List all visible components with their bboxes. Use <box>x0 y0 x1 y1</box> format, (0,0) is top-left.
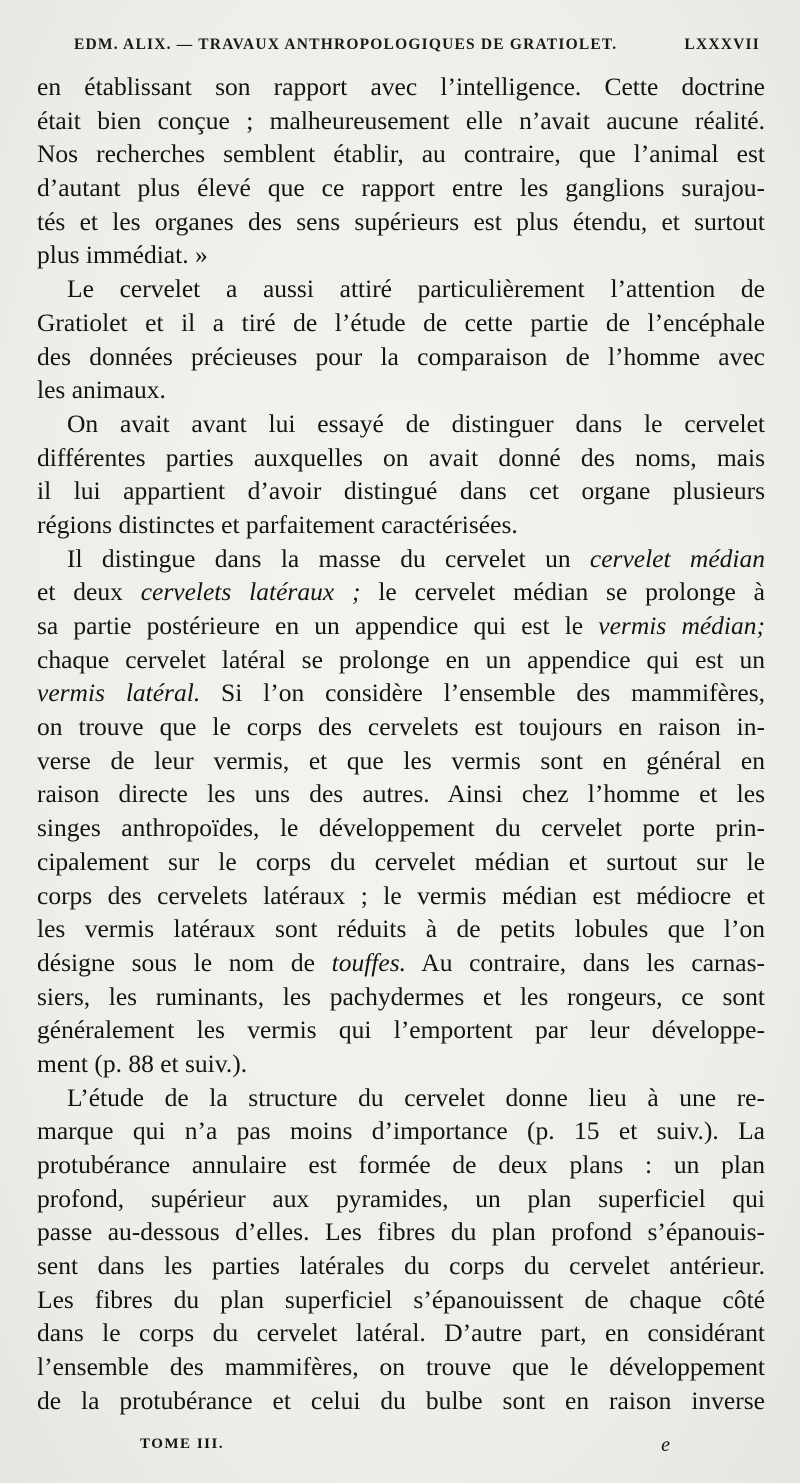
text-run: Il distingue dans la masse du cervelet un <box>67 543 590 573</box>
text-line: protubérance annulaire est formée de deux plans : un plan <box>37 1150 765 1179</box>
page-footer <box>140 1434 670 1456</box>
page-number: LXXXVII <box>684 36 760 53</box>
text-line: de la protubérance et celui du bulbe sont en raison inverse <box>37 1385 765 1415</box>
italic-term: cervelets latéraux ; <box>140 577 361 607</box>
text-line: d’autant plus élevé que ce rapport entre les ganglions surajou- <box>37 173 765 203</box>
text-run: le cervelet médian se prolonge à <box>360 577 765 607</box>
text-run: sa partie postérieure en un appendice qui est le <box>37 611 599 640</box>
text-run: Si l’on considère l’ensemble des mammifères, <box>200 678 765 708</box>
text-line: généralement les vermis qui l’emportent par leur développe- <box>37 1015 765 1045</box>
text-line: les animaux. <box>37 375 166 405</box>
text-line <box>37 946 765 980</box>
text-line: verse de leur vermis, et que les vermis sont en général en <box>37 745 765 775</box>
text-line: Nos recherches semblent établir, au contraire, que l’animal est <box>37 139 765 169</box>
text-line: profond, supérieur aux pyramides, un plan superficiel qui <box>37 1183 765 1213</box>
text-line: Gratiolet et il a tiré de l’étude de cette partie de l’encéphale <box>37 307 765 337</box>
text-line: on trouve que le corps des cervelets est toujours en raison in- <box>37 712 765 742</box>
text-line: corps des cervelets latéraux ; le vermis médian est médiocre et <box>37 880 765 910</box>
italic-term: vermis latéral. <box>37 678 201 708</box>
signature-mark: e <box>661 1434 670 1456</box>
text-line: il lui appartient d’avoir distingué dans cet organe plusieurs <box>37 476 765 506</box>
text-line: était bien conçue ; malheureusement elle n’avait aucune réalité. <box>37 105 765 135</box>
text-line: siers, les ruminants, les pachydermes et les rongeurs, ce sont <box>37 981 765 1011</box>
text-line: des données précieuses pour la comparaison de l’homme avec <box>37 341 765 371</box>
text-line <box>37 609 765 643</box>
text-line: singes anthropoïdes, le développement du cervelet porte prin- <box>37 813 765 843</box>
body-text <box>37 70 765 1418</box>
text-line: en établissant son rapport avec l’intelligence. Cette doctrine <box>37 72 765 101</box>
text-line: L’étude de la structure du cervelet donne lieu à une re- <box>67 1082 765 1112</box>
text-line <box>37 542 765 576</box>
italic-term: vermis médian; <box>598 611 766 640</box>
text-line <box>37 676 765 710</box>
text-line: passe au-dessous d’elles. Les fibres du plan profond s’épanouis- <box>37 1217 765 1247</box>
text-line: Les fibres du plan superficiel s’épanouissent de chaque côté <box>37 1284 765 1314</box>
text-run: désigne sous le nom de <box>37 947 332 977</box>
italic-term: touffes. <box>331 947 406 977</box>
text-line: marque qui n’a pas moins d’importance (p. 15 et suiv.). La <box>37 1116 765 1146</box>
text-line: dans le corps du cervelet latéral. D’autre part, en considérant <box>37 1318 765 1348</box>
text-run: Au contraire, dans les carnas- <box>406 947 765 977</box>
text-line: différentes parties auxquelles on avait donné des noms, mais <box>37 442 765 472</box>
text-run: et deux <box>37 577 141 607</box>
text-line: plus immédiat. » <box>37 240 208 270</box>
text-line: l’ensemble des mammifères, on trouve que le développement <box>37 1352 765 1382</box>
text-line: cipalement sur le corps du cervelet médian et surtout sur le <box>37 846 765 876</box>
running-title: EDM. ALIX. — TRAVAUX ANTHROPOLOGIQUES DE GRATIOLET. <box>74 36 618 53</box>
text-line: ment (p. 88 et suiv.). <box>37 1048 248 1078</box>
text-line: sent dans les parties latérales du corps du cervelet antérieur. <box>37 1251 765 1281</box>
text-line: raison directe les uns des autres. Ainsi chez l’homme et les <box>37 779 765 809</box>
text-line <box>37 575 765 609</box>
text-line: Le cervelet a aussi attiré particulièrement l’attention de <box>67 274 765 304</box>
italic-term: cervelet médian <box>589 543 765 573</box>
text-line: On avait avant lui essayé de distinguer dans le cervelet <box>67 408 765 438</box>
text-line: régions distinctes et parfaitement caractérisées. <box>37 509 518 539</box>
text-line: chaque cervelet latéral se prolonge en un appendice qui est un <box>37 644 765 674</box>
text-line: les vermis latéraux sont réduits à de petits lobules que l’on <box>37 914 765 944</box>
text-line: tés et les organes des sens supérieurs est plus étendu, et surtout <box>37 206 765 236</box>
running-head <box>74 36 760 54</box>
volume-label: TOME III. <box>140 1436 225 1452</box>
